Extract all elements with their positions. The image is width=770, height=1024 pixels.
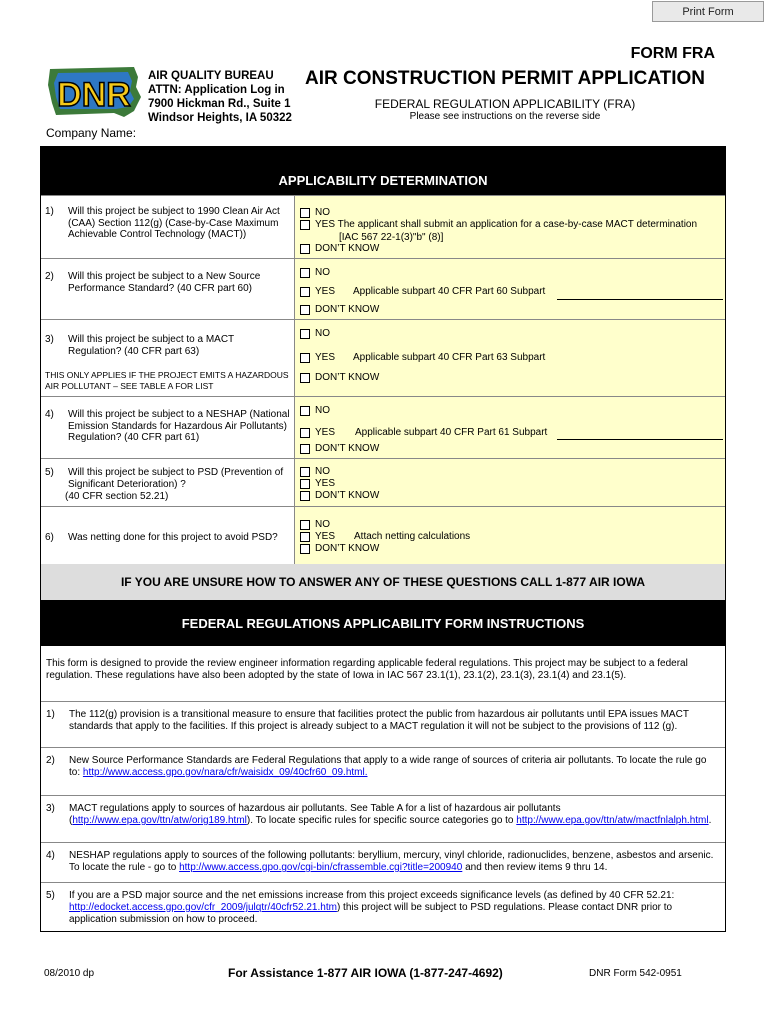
question-number: 6)	[45, 532, 54, 543]
question-row	[41, 396, 725, 459]
option-no[interactable]: NO	[300, 207, 330, 218]
question-number: 5)	[45, 467, 54, 478]
instruction-number: 1)	[46, 709, 55, 720]
instruction-text: New Source Performance Standards are Federal Regulations that apply to a wide range of sources of criteria air pollutants. To locate the rule go to:	[69, 755, 707, 778]
checkbox[interactable]	[300, 532, 310, 542]
instruction-item: MACT regulations apply to sources of hazardous air pollutants. See Table A for a list of hazardous air pollutants (http://www.epa.gov/ttn/atw/orig189.html). To locate specific rules for specific source categories go to http://www.epa.gov/ttn/atw/mactfnlalph.html.	[69, 803, 712, 826]
question-text: Will this project be subject to a New Source Performance Standard? (40 CFR part 60)	[68, 271, 261, 294]
instruction-number: 4)	[46, 850, 55, 861]
company-name-label: Company Name:	[46, 126, 137, 140]
instruction-number: 2)	[46, 755, 55, 766]
hazardous-note: THIS ONLY APPLIES IF THE PROJECT EMITS A HAZARDOUS AIR POLLUTANT – SEE TABLE A FOR LIST	[45, 370, 289, 391]
subpart-label: Applicable subpart 40 CFR Part 60 Subpart	[353, 286, 546, 297]
checkbox[interactable]	[300, 406, 310, 416]
subpart-input[interactable]	[557, 439, 723, 440]
print-form-button[interactable]: Print Form	[652, 1, 764, 22]
checkbox[interactable]	[300, 544, 310, 554]
page-title: AIR CONSTRUCTION PERMIT APPLICATION	[304, 68, 706, 89]
question-number: 2)	[45, 271, 54, 282]
option-yes[interactable]: YES	[300, 286, 335, 297]
psd-rule-link[interactable]: http://edocket.access.gpo.gov/cfr_2009/julqtr/40cfr52.21.htm	[69, 902, 337, 913]
page-subtitle: FEDERAL REGULATION APPLICABILITY (FRA)	[374, 97, 636, 111]
option-dont-know[interactable]: DON’T KNOW	[300, 243, 379, 254]
option-dont-know[interactable]: DON’T KNOW	[300, 304, 379, 315]
applicability-table	[40, 146, 726, 566]
checkbox[interactable]	[300, 353, 310, 363]
mact-rules-link[interactable]: http://www.epa.gov/ttn/atw/mactfnlalph.html	[516, 815, 709, 826]
iac-reference: [IAC 567 22-1(3)"b" (8)]	[339, 232, 444, 243]
option-dont-know[interactable]: DON’T KNOW	[300, 443, 379, 454]
checkbox[interactable]	[300, 305, 310, 315]
option-no[interactable]: NO	[300, 466, 330, 477]
question-row	[41, 195, 725, 259]
subpart-label: Applicable subpart 40 CFR Part 63 Subpart	[353, 352, 546, 363]
applicability-header: APPLICABILITY DETERMINATION	[41, 147, 725, 195]
dnr-logo	[44, 63, 144, 121]
question-citation: (40 CFR section 52.21)	[65, 491, 169, 502]
option-no[interactable]: NO	[300, 405, 330, 416]
checkbox[interactable]	[300, 444, 310, 454]
instruction-number: 3)	[46, 803, 55, 814]
question-text: Will this project be subject to a NESHAP (National Emission Standards for Hazardous Air Pollutants) Regulation? (40 CFR part 61)	[68, 409, 290, 443]
question-text: Was netting done for this project to avoid PSD?	[68, 532, 278, 543]
checkbox[interactable]	[300, 329, 310, 339]
checkbox[interactable]	[300, 467, 310, 477]
subpart-input[interactable]	[557, 299, 723, 300]
checkbox[interactable]	[300, 491, 310, 501]
instructions-note: Please see instructions on the reverse side	[409, 111, 601, 122]
instructions-table	[40, 646, 726, 932]
question-number: 1)	[45, 206, 54, 217]
nsps-rule-link[interactable]: http://www.access.gpo.gov/nara/cfr/waisidx_09/40cfr60_09.html.	[82, 767, 368, 778]
checkbox[interactable]	[300, 428, 310, 438]
option-no[interactable]: NO	[300, 519, 330, 530]
hap-list-link[interactable]: http://www.epa.gov/ttn/atw/orig189.html	[72, 815, 247, 826]
instruction-item	[69, 755, 714, 779]
form-date: 08/2010 dp	[44, 968, 95, 979]
option-dont-know[interactable]: DON’T KNOW	[300, 543, 379, 554]
neshap-rule-link[interactable]: http://www.access.gpo.gov/cgi-bin/cfrassemble.cgi?title=200940	[179, 862, 463, 873]
question-text: Will this project be subject to a MACT Regulation? (40 CFR part 63)	[68, 334, 234, 357]
instruction-text: MACT regulations apply to sources of hazardous air pollutants. See Table A for a list of hazardous air pollutants	[69, 803, 561, 814]
form-number: DNR Form 542-0951	[589, 968, 682, 979]
question-row	[41, 458, 725, 507]
instruction-item: If you are a PSD major source and the net emissions increase from this project exceeds significance levels (as defined by 40 CFR 52.21: http://edocket.access.gpo.gov/cfr_2009/julqtr/40cfr52.21.htm) this project will be subject to PSD regulations. Please contact DNR prior to application submission on how to proceed.	[69, 890, 675, 925]
option-yes[interactable]: YES	[300, 478, 335, 489]
question-row	[41, 506, 725, 566]
checkbox[interactable]	[300, 520, 310, 530]
instructions-header: FEDERAL REGULATIONS APPLICABILITY FORM INSTRUCTIONS	[40, 601, 726, 646]
question-text: Will this project be subject to 1990 Clean Air Act (CAA) Section 112(g) (Case-by-Case Maximum Achievable Control Technology (MACT))	[68, 206, 280, 240]
checkbox[interactable]	[300, 479, 310, 489]
bureau-address: AIR QUALITY BUREAU ATTN: Application Log in 7900 Hickman Rd., Suite 1 Windsor Heights, IA 50322	[148, 70, 292, 124]
instruction-number: 5)	[46, 890, 55, 901]
instruction-item: NESHAP regulations apply to sources of the following pollutants: beryllium, mercury, vinyl chloride, radionuclides, benzene, asbestos and arsenic. To locate the rule - go to http://www.access.gpo.gov/cgi-bin/cfrassemble.cgi?title=200940 and then review items 9 thru 14.	[69, 850, 714, 873]
option-no[interactable]: NO	[300, 328, 330, 339]
option-yes[interactable]: YES	[300, 531, 335, 542]
checkbox[interactable]	[300, 268, 310, 278]
question-number: 3)	[45, 334, 54, 345]
question-row	[41, 258, 725, 320]
checkbox[interactable]	[300, 287, 310, 297]
checkbox[interactable]	[300, 220, 310, 230]
subpart-label: Applicable subpart 40 CFR Part 61 Subpart	[355, 427, 548, 438]
option-yes[interactable]: YES	[300, 352, 335, 363]
checkbox[interactable]	[300, 208, 310, 218]
instruction-text: If you are a PSD major source and the net emissions increase from this project exceeds significance levels (as defined by 40 CFR 52.21:	[69, 890, 675, 901]
netting-note: Attach netting calculations	[354, 531, 471, 542]
instruction-text: The 112(g) provision is a transitional measure to ensure that facilities protect the public from hazardous air pollutants until EPA issues MACT standards that apply to the facilities. If this project is already subject to a MACT regulation it will not be subject to the provisions of 112 (g).	[69, 709, 689, 732]
question-row	[41, 319, 725, 397]
option-yes[interactable]: YES The applicant shall submit an application for a case-by-case MACT determination	[300, 219, 697, 230]
question-number: 4)	[45, 409, 54, 420]
option-no[interactable]: NO	[300, 267, 330, 278]
question-text: Will this project be subject to PSD (Prevention of Significant Deterioration) ?	[68, 467, 284, 490]
instructions-intro: This form is designed to provide the review engineer information regarding applicable federal regulations. This project may be subject to a federal regulation. These regulations have also been adopted by the state of Iowa in IAC 567 23.1(1), 23.1(2), 23.1(3), 23.1(4) and 23.1(5).	[46, 658, 688, 681]
unsure-banner: IF YOU ARE UNSURE HOW TO ANSWER ANY OF THESE QUESTIONS CALL 1-877 AIR IOWA	[40, 564, 726, 601]
svg-text:DNR: DNR	[57, 76, 131, 114]
checkbox[interactable]	[300, 244, 310, 254]
form-code: FORM FRA	[630, 45, 715, 62]
option-dont-know[interactable]: DON’T KNOW	[300, 372, 379, 383]
option-yes[interactable]: YES	[300, 427, 335, 438]
checkbox[interactable]	[300, 373, 310, 383]
assistance-line: For Assistance 1-877 AIR IOWA (1-877-247-4692)	[228, 966, 503, 980]
option-dont-know[interactable]: DON’T KNOW	[300, 490, 379, 501]
instruction-text: NESHAP regulations apply to sources of the following pollutants: beryllium, mercury, vinyl chloride, radionuclides, benzene, asbestos and arsenic. To locate the rule - go to	[69, 850, 714, 873]
